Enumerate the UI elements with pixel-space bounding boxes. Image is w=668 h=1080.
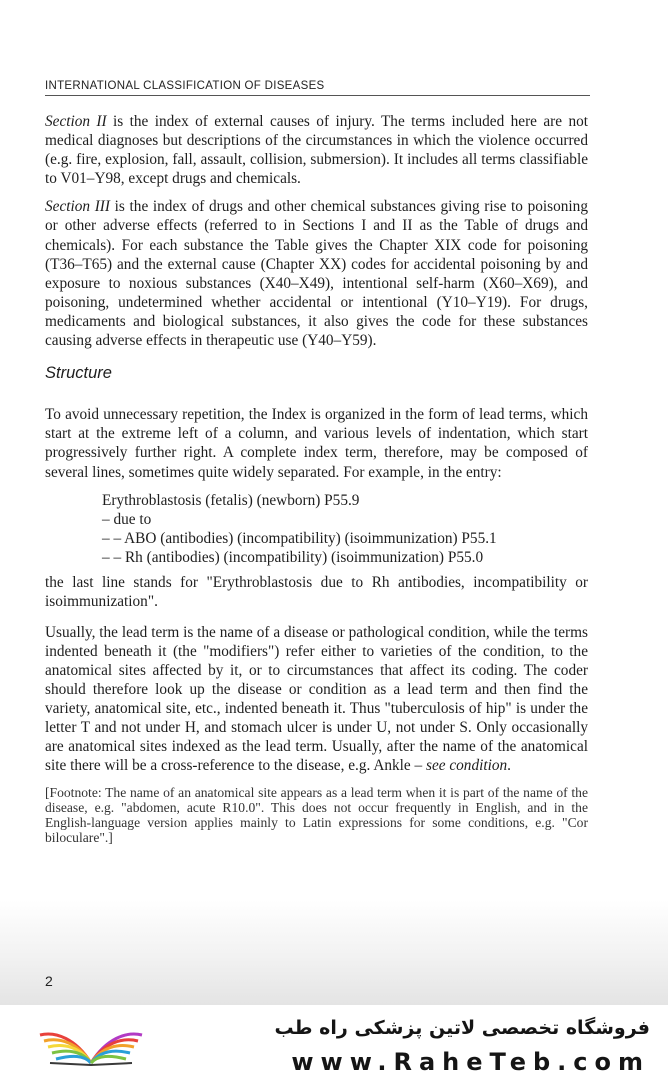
paragraph-lead-terms xyxy=(45,623,588,776)
footnote: [Footnote: The name of an anatomical site appears as a lead term when it is part of the name of the disease, e.g. "abdomen, acute R10.0". This does not occur frequently in English, and in the English-language version applies mainly to Latin expressions for some conditions, e.g. "Cor biloculare".] xyxy=(45,784,588,845)
paragraph-text: is the index of drugs and other chemical substances giving rise to poisoning or other adverse effects (referred to in Sections I and II as the Table of drugs and chemicals). For each substance the Table gives the Chapter XIX code for poisoning (T36–T65) and the external cause (Chapter XX) codes for accidental poisoning by and exposure to noxious substances (X40–X49), intentional self-harm (X60–X69), and poisoning, undetermined whether accidental or intentional (Y10–Y19). For drugs, medicaments and biological substances, it also gives the code for these substances causing adverse effects in therapeutic use (Y40–Y59). xyxy=(45,198,588,350)
store-name: فروشگاه تخصصی لاتین پزشکی راه طب xyxy=(274,1017,650,1039)
paragraph-text: is the index of external causes of injury. The terms included here are not medical diagnoses but descriptions of the circumstances in which the violence occurred (e.g. fire, explosion, fall, assault, collision, submersion). It includes all terms classifiable to V01–Y98, except drugs and chemicals. xyxy=(45,113,588,188)
structure-heading: Structure xyxy=(45,364,112,383)
paragraph-structure: To avoid unnecessary repetition, the Index is organized in the form of lead terms, which start at the extreme left of a column, and various levels of indentation, which start progressively further right. A complete index term, therefore, may be composed of several lines, sometimes quite widely separated. For example, in the entry: xyxy=(45,406,588,481)
open-book-logo-icon xyxy=(36,1017,146,1069)
paragraph-text: Usually, the lead term is the name of a disease or pathological condition, while the terms indented beneath it (the "modifiers") refer either to varieties of the condition, to the anatomical sites affected by it, or to circumstances that affect its coding. The coder should therefore look up the disease or condition as a lead term and then find the variety, anatomical site, etc., indented beneath it. Thus "tuberculosis of hip" is under the letter T and not under H, and stomach ulcer is under U, not under S. Only occasionally are anatomical sites indexed as the lead term. Usually, after the name of the anatomical site there will be a cross-reference to the disease, e.g. Ankle – xyxy=(45,623,588,775)
page-number: 2 xyxy=(45,973,53,989)
paragraph-section-iii xyxy=(45,197,588,350)
body-text xyxy=(45,112,588,854)
section-iii-ref: Section III xyxy=(45,198,110,216)
paragraph-example-explanation: the last line stands for "Erythroblastosis due to Rh antibodies, incompatibility or isoimmunization". xyxy=(45,573,588,610)
store-url: www.RaheTeb.com xyxy=(291,1048,650,1076)
paragraph-section-ii xyxy=(45,112,588,188)
example-line: – – Rh (antibodies) (incompatibility) (isoimmunization) P55.0 xyxy=(102,548,484,566)
example-line: – – ABO (antibodies) (incompatibility) (isoimmunization) P55.1 xyxy=(102,529,497,547)
running-head: INTERNATIONAL CLASSIFICATION OF DISEASES xyxy=(45,80,590,96)
example-line: Erythroblastosis (fetalis) (newborn) P55.9 xyxy=(102,491,360,509)
section-ii-ref: Section II xyxy=(45,113,107,130)
store-banner xyxy=(0,1005,668,1080)
example-line: – due to xyxy=(102,510,152,528)
see-condition-reference: see condition xyxy=(426,757,508,775)
paragraph-end: . xyxy=(507,757,511,775)
index-entry-example xyxy=(102,491,588,567)
